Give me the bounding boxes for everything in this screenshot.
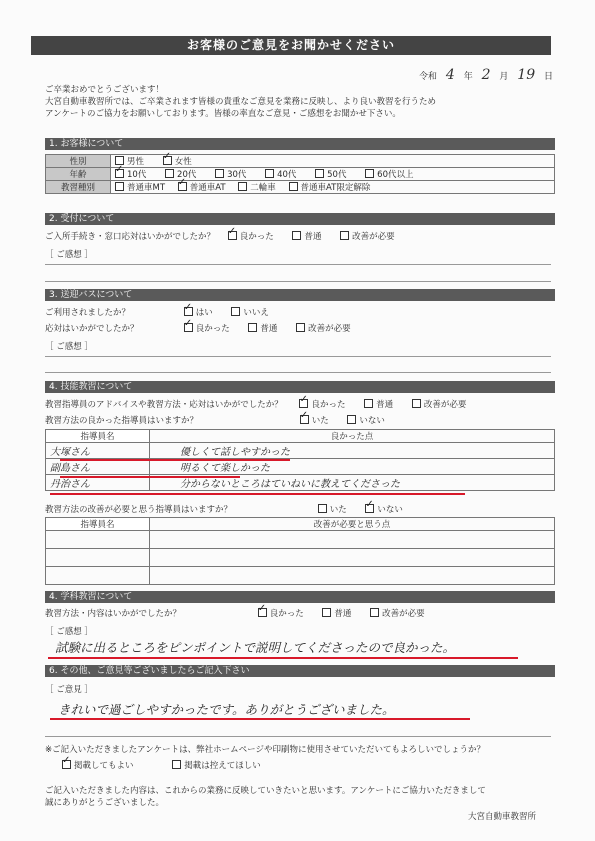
option-label: 男性 [127,157,145,167]
checkbox[interactable] [228,231,237,240]
table-row [46,567,555,585]
checkbox[interactable] [238,182,247,191]
checkbox[interactable] [172,760,181,769]
good-point[interactable]: 明るくて楽しかった [150,459,555,475]
option-30s[interactable] [215,170,246,180]
checkbox[interactable] [115,182,124,191]
checkbox[interactable] [165,169,174,178]
improvement-point[interactable] [150,567,555,585]
comment-line [45,736,551,737]
checkbox[interactable] [289,182,298,191]
question-text: ご利用されましたか？ [45,308,131,318]
checkbox[interactable] [62,760,71,769]
option-label: 10代 [127,170,147,180]
table-row [46,531,555,549]
comment-line [45,356,551,357]
checkbox[interactable] [178,182,187,191]
question-text: 教習指導員のアドバイスや教習方法・応対はいかがでしたか？ [45,400,283,410]
date-era: 令和 [419,72,438,82]
option-allow[interactable] [62,761,134,771]
table-row [46,549,555,567]
checkbox[interactable] [370,608,379,617]
comment-label: ［ ご感想 ］ [45,627,93,637]
gender-options [111,155,555,168]
instructor-name[interactable] [46,549,150,567]
checkbox[interactable] [365,504,374,513]
checkbox[interactable] [347,415,356,424]
course-options [111,181,555,194]
table-row [46,443,555,459]
option-good[interactable] [258,609,304,619]
row-label: 性別 [46,155,111,168]
option-label: 普通車MT [127,183,166,193]
checkbox[interactable] [296,323,305,332]
date-day[interactable]: 19 [517,67,536,83]
option-no[interactable] [365,505,403,515]
option-yes[interactable] [184,308,213,318]
table-header-row [46,518,555,531]
bus-usage-question [45,306,285,318]
checkbox[interactable] [184,323,193,332]
option-label: 普通 [304,232,322,242]
option-label: 60代以上 [377,170,414,180]
underline-mark [48,657,518,659]
option-needs-improvement[interactable] [370,609,425,619]
option-normal[interactable] [322,609,351,619]
option-label: いた [311,416,329,426]
option-label: 普通車AT限定解除 [300,183,371,193]
form-title: お客様のご意見をお聞かせください [31,36,551,55]
option-good[interactable] [299,400,345,410]
good-point[interactable]: 分からないところはていねいに教えてくださった [150,475,555,491]
bad-instructor-table [45,517,555,585]
option-label: 50代 [327,170,347,180]
checkbox[interactable] [258,608,267,617]
option-female[interactable] [163,157,192,167]
option-label: 掲載は控えてほしい [184,761,261,771]
option-decline[interactable] [172,761,261,771]
checkbox[interactable] [365,169,374,178]
date-year-unit: 年 [463,72,473,82]
option-50s[interactable] [315,170,346,180]
checkbox[interactable] [315,169,324,178]
table-row [46,181,555,194]
bad-instructor-question [45,503,419,515]
option-label: 女性 [174,157,192,167]
instructor-name[interactable]: 丹治さん [46,475,150,491]
improvement-point[interactable] [150,549,555,567]
question-text: 教習方法・内容はいかがでしたか？ [45,609,182,619]
skill-advice-question [45,398,482,410]
date-year[interactable]: 4 [445,67,455,83]
date-month-unit: 月 [499,72,509,82]
section-3-header: 3. 送迎バスについて [45,289,555,301]
bus-service-question [45,322,367,334]
option-normal[interactable] [292,232,321,242]
option-yes[interactable] [300,416,329,426]
option-needs-improvement[interactable] [412,400,467,410]
option-no[interactable] [347,416,385,426]
option-needs-improvement[interactable] [340,232,395,242]
option-label: 普通 [260,324,278,334]
option-motorcycle[interactable] [238,183,276,193]
header-instructor-name: 指導員名 [46,430,150,443]
comment-label: ［ ご意見 ］ [45,685,93,695]
option-mt[interactable] [115,183,165,193]
checkbox[interactable] [364,399,373,408]
date-month[interactable]: 2 [481,67,491,83]
organization-name: 大宮自動車教習所 [468,812,537,822]
section-1-header: 1. お客様について [45,138,555,150]
option-good[interactable] [184,324,230,334]
checkbox[interactable] [412,399,421,408]
option-yes[interactable] [318,505,347,515]
option-label: 良かった [269,609,304,619]
header-improvement-point: 改善が必要と思う点 [150,518,555,531]
intro-text [45,84,555,120]
thanks-line: ご記入いただきました内容は、これからの業務に反映していきたいと思います。アンケートにご協力いただきまして [45,786,486,796]
intro-line: ご卒業おめでとうございます！ [45,85,165,95]
intro-line: アンケートのご協力をお願いしております。皆様の率直なご意見・ご感想をお聞かせ下さい。 [45,109,401,119]
checkbox[interactable] [163,156,172,165]
checkbox[interactable] [115,169,124,178]
underline-mark [50,493,465,495]
option-label: 20代 [177,170,197,180]
section-4-header: 4. 技能教習について [45,381,555,393]
option-label: 普通 [334,609,352,619]
option-needs-improvement[interactable] [296,324,351,334]
checkbox[interactable] [322,608,331,617]
other-comment[interactable]: きれいで過ごしやすかったです。ありがとうございました。 [58,702,395,717]
table-row [46,168,555,181]
question-text: 応対はいかがでしたか？ [45,324,139,334]
option-normal[interactable] [364,400,393,410]
instructor-name[interactable] [46,567,150,585]
option-at[interactable] [178,183,226,193]
option-label: 掲載してもよい [74,761,134,771]
option-label: 改善が必要 [352,232,395,242]
section-lecture-header: 4. 学科教習について [45,591,555,603]
good-point[interactable]: 優しくて話しやすかった [150,443,555,459]
instructor-name[interactable]: 大塚さん [46,443,150,459]
option-at-limit-removal[interactable] [289,183,371,193]
option-label: 改善が必要 [382,609,425,619]
option-label: 40代 [277,170,297,180]
thanks-line: 誠にありがとうございました。 [45,798,165,808]
option-label: いた [329,505,347,515]
option-no[interactable] [231,308,269,318]
option-label: 普通 [376,400,394,410]
comment-line [45,281,551,282]
option-label: はい [195,308,213,318]
option-label: 改善が必要 [423,400,467,410]
thanks-text [45,785,565,809]
underline-mark [60,459,290,461]
option-label: 改善が必要 [308,324,351,334]
comment-line [45,372,551,373]
checkbox[interactable] [340,231,349,240]
underline-mark [60,476,240,478]
option-10s[interactable] [115,170,146,180]
option-60s-plus[interactable] [365,170,413,180]
option-good[interactable] [228,232,274,242]
header-good-point: 良かった点 [150,430,555,443]
comment-label: ［ ご感想 ］ [45,250,93,260]
question-text: 教習方法の良かった指導員はいますか？ [45,416,199,426]
row-label: 年齢 [46,168,111,181]
option-40s[interactable] [265,170,296,180]
good-instructor-question [45,414,401,426]
date-row [419,67,553,83]
lecture-question [45,607,441,619]
publish-consent-note: ※ご記入いただきましたアンケートは、弊社ホームページや印刷物に使用させていただいてもよろしいでしょうか？ [45,745,485,755]
checkbox[interactable] [184,307,193,316]
instructor-name[interactable]: 副島さん [46,459,150,475]
option-label: 30代 [227,170,247,180]
option-label: 良かった [195,324,230,334]
lecture-comment[interactable]: 試験に出るところをピンポイントで説明してくださったので良かった。 [55,640,456,655]
question-text: 教習方法の改善が必要と思う指導員はいますか？ [45,505,233,515]
header-instructor-name: 指導員名 [46,518,150,531]
checkbox[interactable] [292,231,301,240]
option-label: 二輪車 [250,183,276,193]
checkbox[interactable] [299,399,308,408]
checkbox[interactable] [265,169,274,178]
publish-consent-options [62,759,277,771]
customer-info-table [45,154,555,194]
question-text: ご入所手続き・窓口応対はいかがでしたか？ [45,232,216,242]
checkbox[interactable] [318,504,327,513]
row-label: 教習種別 [46,181,111,194]
checkbox[interactable] [300,415,309,424]
option-label: いいえ [243,308,269,318]
improvement-point[interactable] [150,531,555,549]
section-6-header: 6. その他、ご意見等ございましたらご記入下さい [45,665,555,677]
section-2-header: 2. 受付について [45,213,555,225]
underline-mark [50,718,470,720]
option-label: 良かった [311,400,346,410]
option-label: 良かった [239,232,274,242]
comment-label: ［ ご感想 ］ [45,342,93,352]
comment-line [45,264,551,265]
checkbox[interactable] [231,307,240,316]
option-label: いない [359,416,385,426]
date-day-unit: 日 [543,72,553,82]
intro-line: 大宮自動車教習所では、ご卒業されます皆様の貴重なご意見を業務に反映し、より良い教習を行うため [45,97,437,107]
option-normal[interactable] [248,324,277,334]
checkbox[interactable] [248,323,257,332]
checkbox[interactable] [215,169,224,178]
option-label: 普通車AT [189,183,226,193]
option-label: いない [377,505,403,515]
table-header-row [46,430,555,443]
instructor-name[interactable] [46,531,150,549]
reception-question [45,230,411,242]
